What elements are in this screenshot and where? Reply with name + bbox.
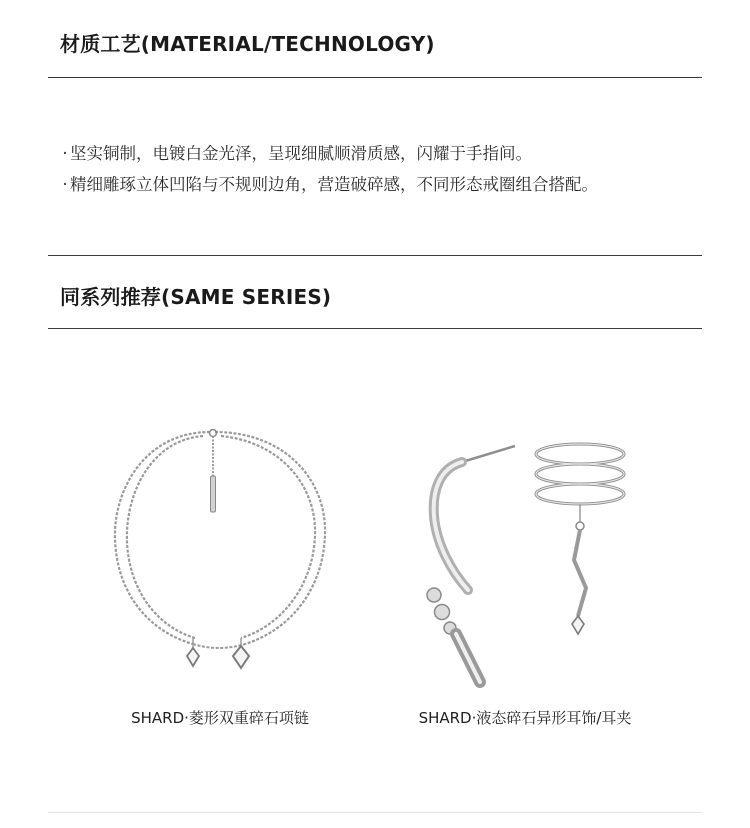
material-section-title: 材质工艺(MATERIAL/TECHNOLOGY): [60, 32, 435, 56]
series-section-title: 同系列推荐(SAME SERIES): [60, 285, 332, 309]
bullet-dot: ·: [62, 144, 68, 163]
product-card-earring[interactable]: [390, 380, 660, 730]
product-name[interactable]: SHARD·液态碎石异形耳饰/耳夹: [418, 709, 632, 727]
divider: [48, 255, 702, 256]
bullet-dot: ·: [62, 175, 68, 194]
product-name[interactable]: SHARD·菱形双重碎石项链: [131, 709, 309, 727]
divider: [48, 328, 702, 329]
material-line: [60, 169, 598, 200]
material-line: [60, 138, 598, 169]
divider: [48, 77, 702, 78]
material-description: [60, 138, 598, 200]
earring-image[interactable]: [390, 420, 660, 700]
bottom-divider: [48, 812, 702, 813]
necklace-image[interactable]: [85, 420, 355, 700]
product-card-necklace[interactable]: [85, 380, 355, 730]
material-line-text: 精细雕琢立体凹陷与不规则边角，营造破碎感，不同形态戒圈组合搭配。: [70, 175, 598, 194]
material-line-text: 坚实铜制，电镀白金光泽，呈现细腻顺滑质感，闪耀于手指间。: [70, 144, 532, 163]
